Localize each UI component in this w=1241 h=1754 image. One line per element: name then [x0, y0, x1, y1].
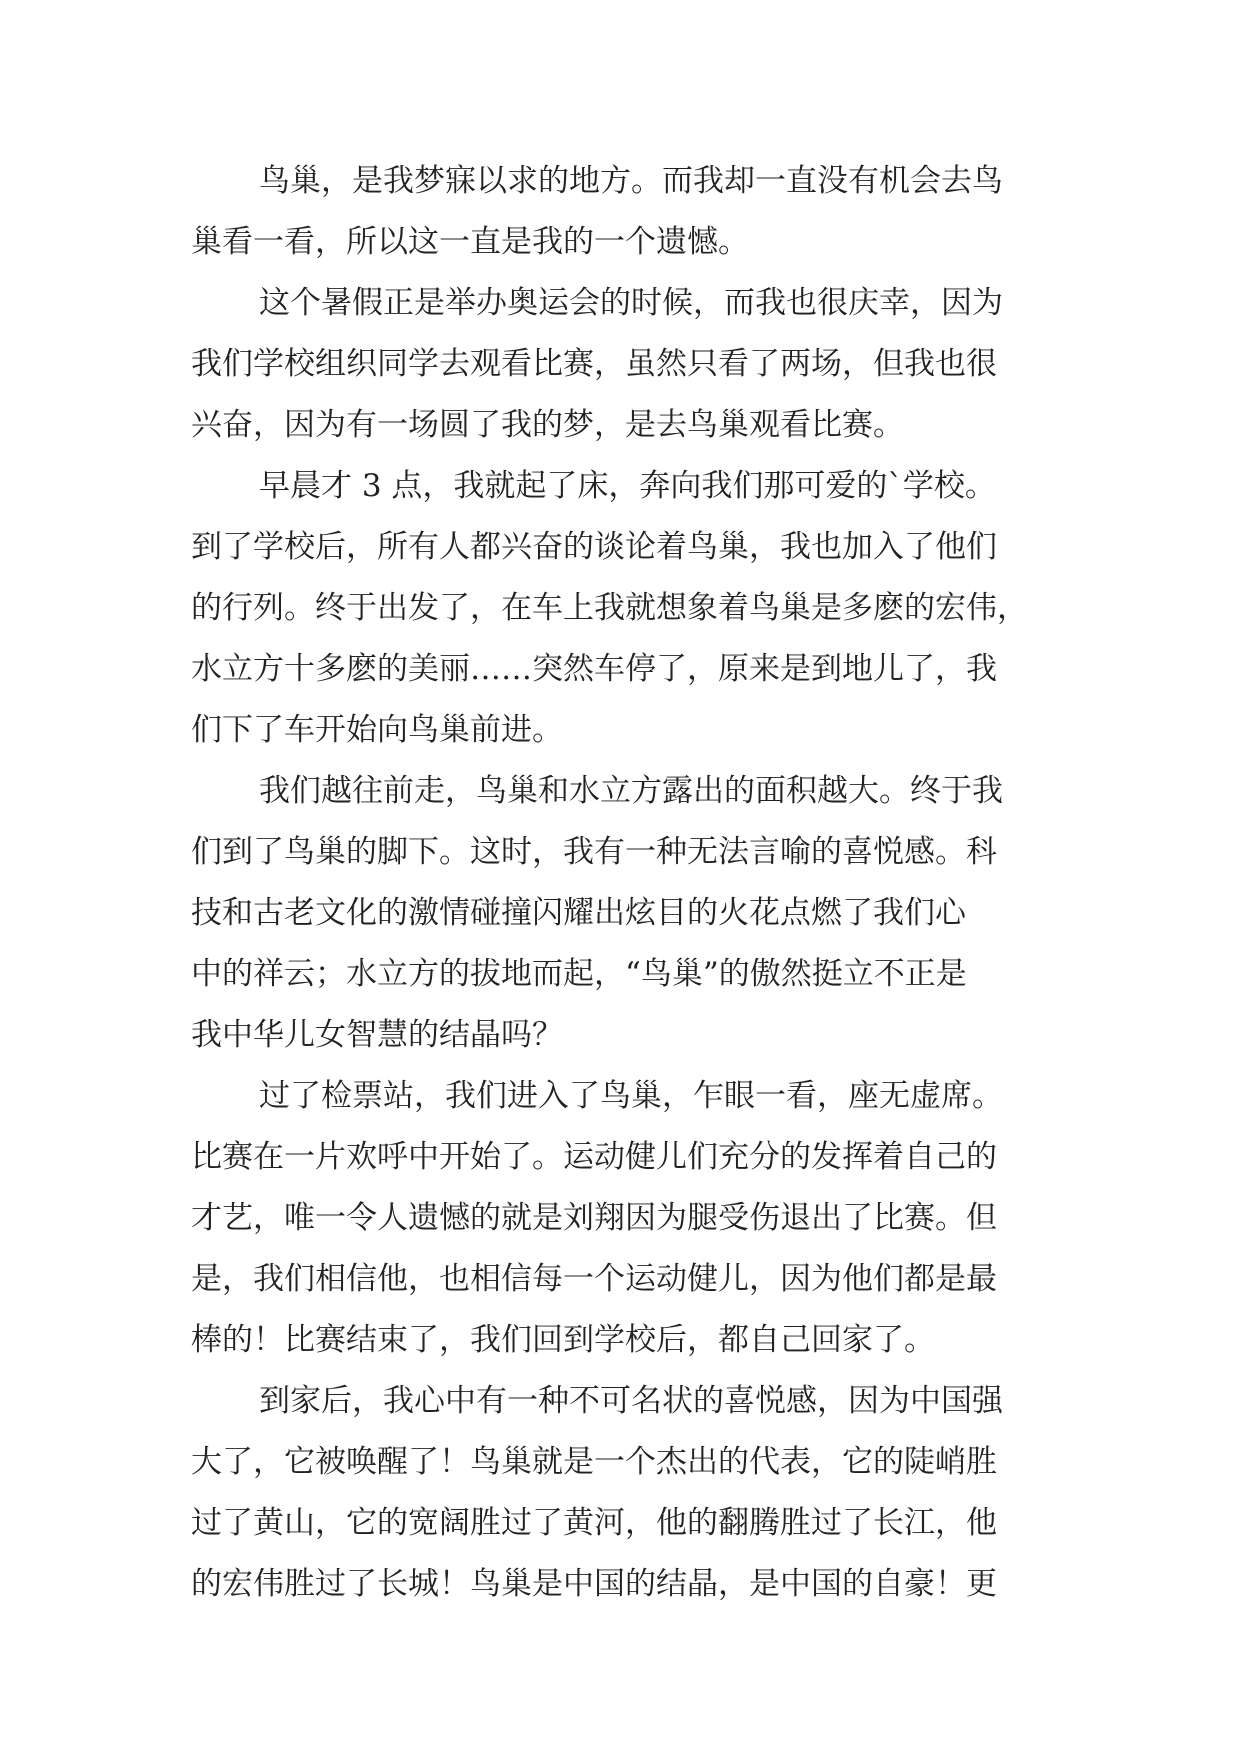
paragraph-first-line: 到家后，我心中有一种不可名状的喜悦感，因为中国强	[259, 1383, 1003, 1419]
paragraph-line: 巢看一看，所以这一直是我的一个遗憾。	[191, 224, 749, 260]
paragraph-first-line: 我们越往前走，鸟巢和水立方露出的面积越大。终于我	[259, 773, 1003, 809]
paragraph-line: 们下了车开始向鸟巢前进。	[191, 712, 563, 748]
paragraph-first-line: 过了检票站，我们进入了鸟巢，乍眼一看，座无虚席。	[259, 1078, 1003, 1114]
paragraph-line: 才艺，唯一令人遗憾的就是刘翔因为腿受伤退出了比赛。但	[191, 1200, 997, 1236]
paragraph-line: 兴奋，因为有一场圆了我的梦，是去鸟巢观看比赛。	[191, 407, 904, 443]
paragraph-line: 的宏伟胜过了长城！鸟巢是中国的结晶，是中国的自豪！更	[191, 1566, 997, 1602]
paragraph-line: 水立方十多麽的美丽……突然车停了，原来是到地儿了，我	[191, 651, 997, 687]
paragraph-line: 我们学校组织同学去观看比赛，虽然只看了两场，但我也很	[191, 346, 997, 382]
paragraph-line: 比赛在一片欢呼中开始了。运动健儿们充分的发挥着自己的	[191, 1139, 997, 1175]
paragraph-line: 到了学校后，所有人都兴奋的谈论着鸟巢，我也加入了他们	[191, 529, 997, 565]
paragraph-line: 过了黄山，它的宽阔胜过了黄河，他的翻腾胜过了长江，他	[191, 1505, 997, 1541]
paragraph-line: 是，我们相信他，也相信每一个运动健儿，因为他们都是最	[191, 1261, 997, 1297]
paragraph-line: 我中华儿女智慧的结晶吗？	[191, 1017, 563, 1053]
paragraph-line: 棒的！比赛结束了，我们回到学校后，都自己回家了。	[191, 1322, 935, 1358]
paragraph-first-line: 这个暑假正是举办奥运会的时候，而我也很庆幸，因为	[259, 285, 1003, 321]
essay-body	[191, 161, 1059, 1625]
paragraph-line: 们到了鸟巢的脚下。这时，我有一种无法言喻的喜悦感。科	[191, 834, 997, 870]
paragraph-line: 大了，它被唤醒了！鸟巢就是一个杰出的代表，它的陡峭胜	[191, 1444, 997, 1480]
paragraph-line: 中的祥云；水立方的拔地而起，“鸟巢”的傲然挺立不正是	[191, 956, 967, 992]
paragraph-line: 的行列。终于出发了，在车上我就想象着鸟巢是多麽的宏伟，	[191, 590, 1028, 626]
paragraph-first-line: 早晨才 3 点，我就起了床，奔向我们那可爱的`学校。	[259, 468, 996, 504]
paragraph-first-line: 鸟巢，是我梦寐以求的地方。而我却一直没有机会去鸟	[259, 163, 1003, 199]
paragraph-line: 技和古老文化的激情碰撞闪耀出炫目的火花点燃了我们心	[191, 895, 966, 931]
